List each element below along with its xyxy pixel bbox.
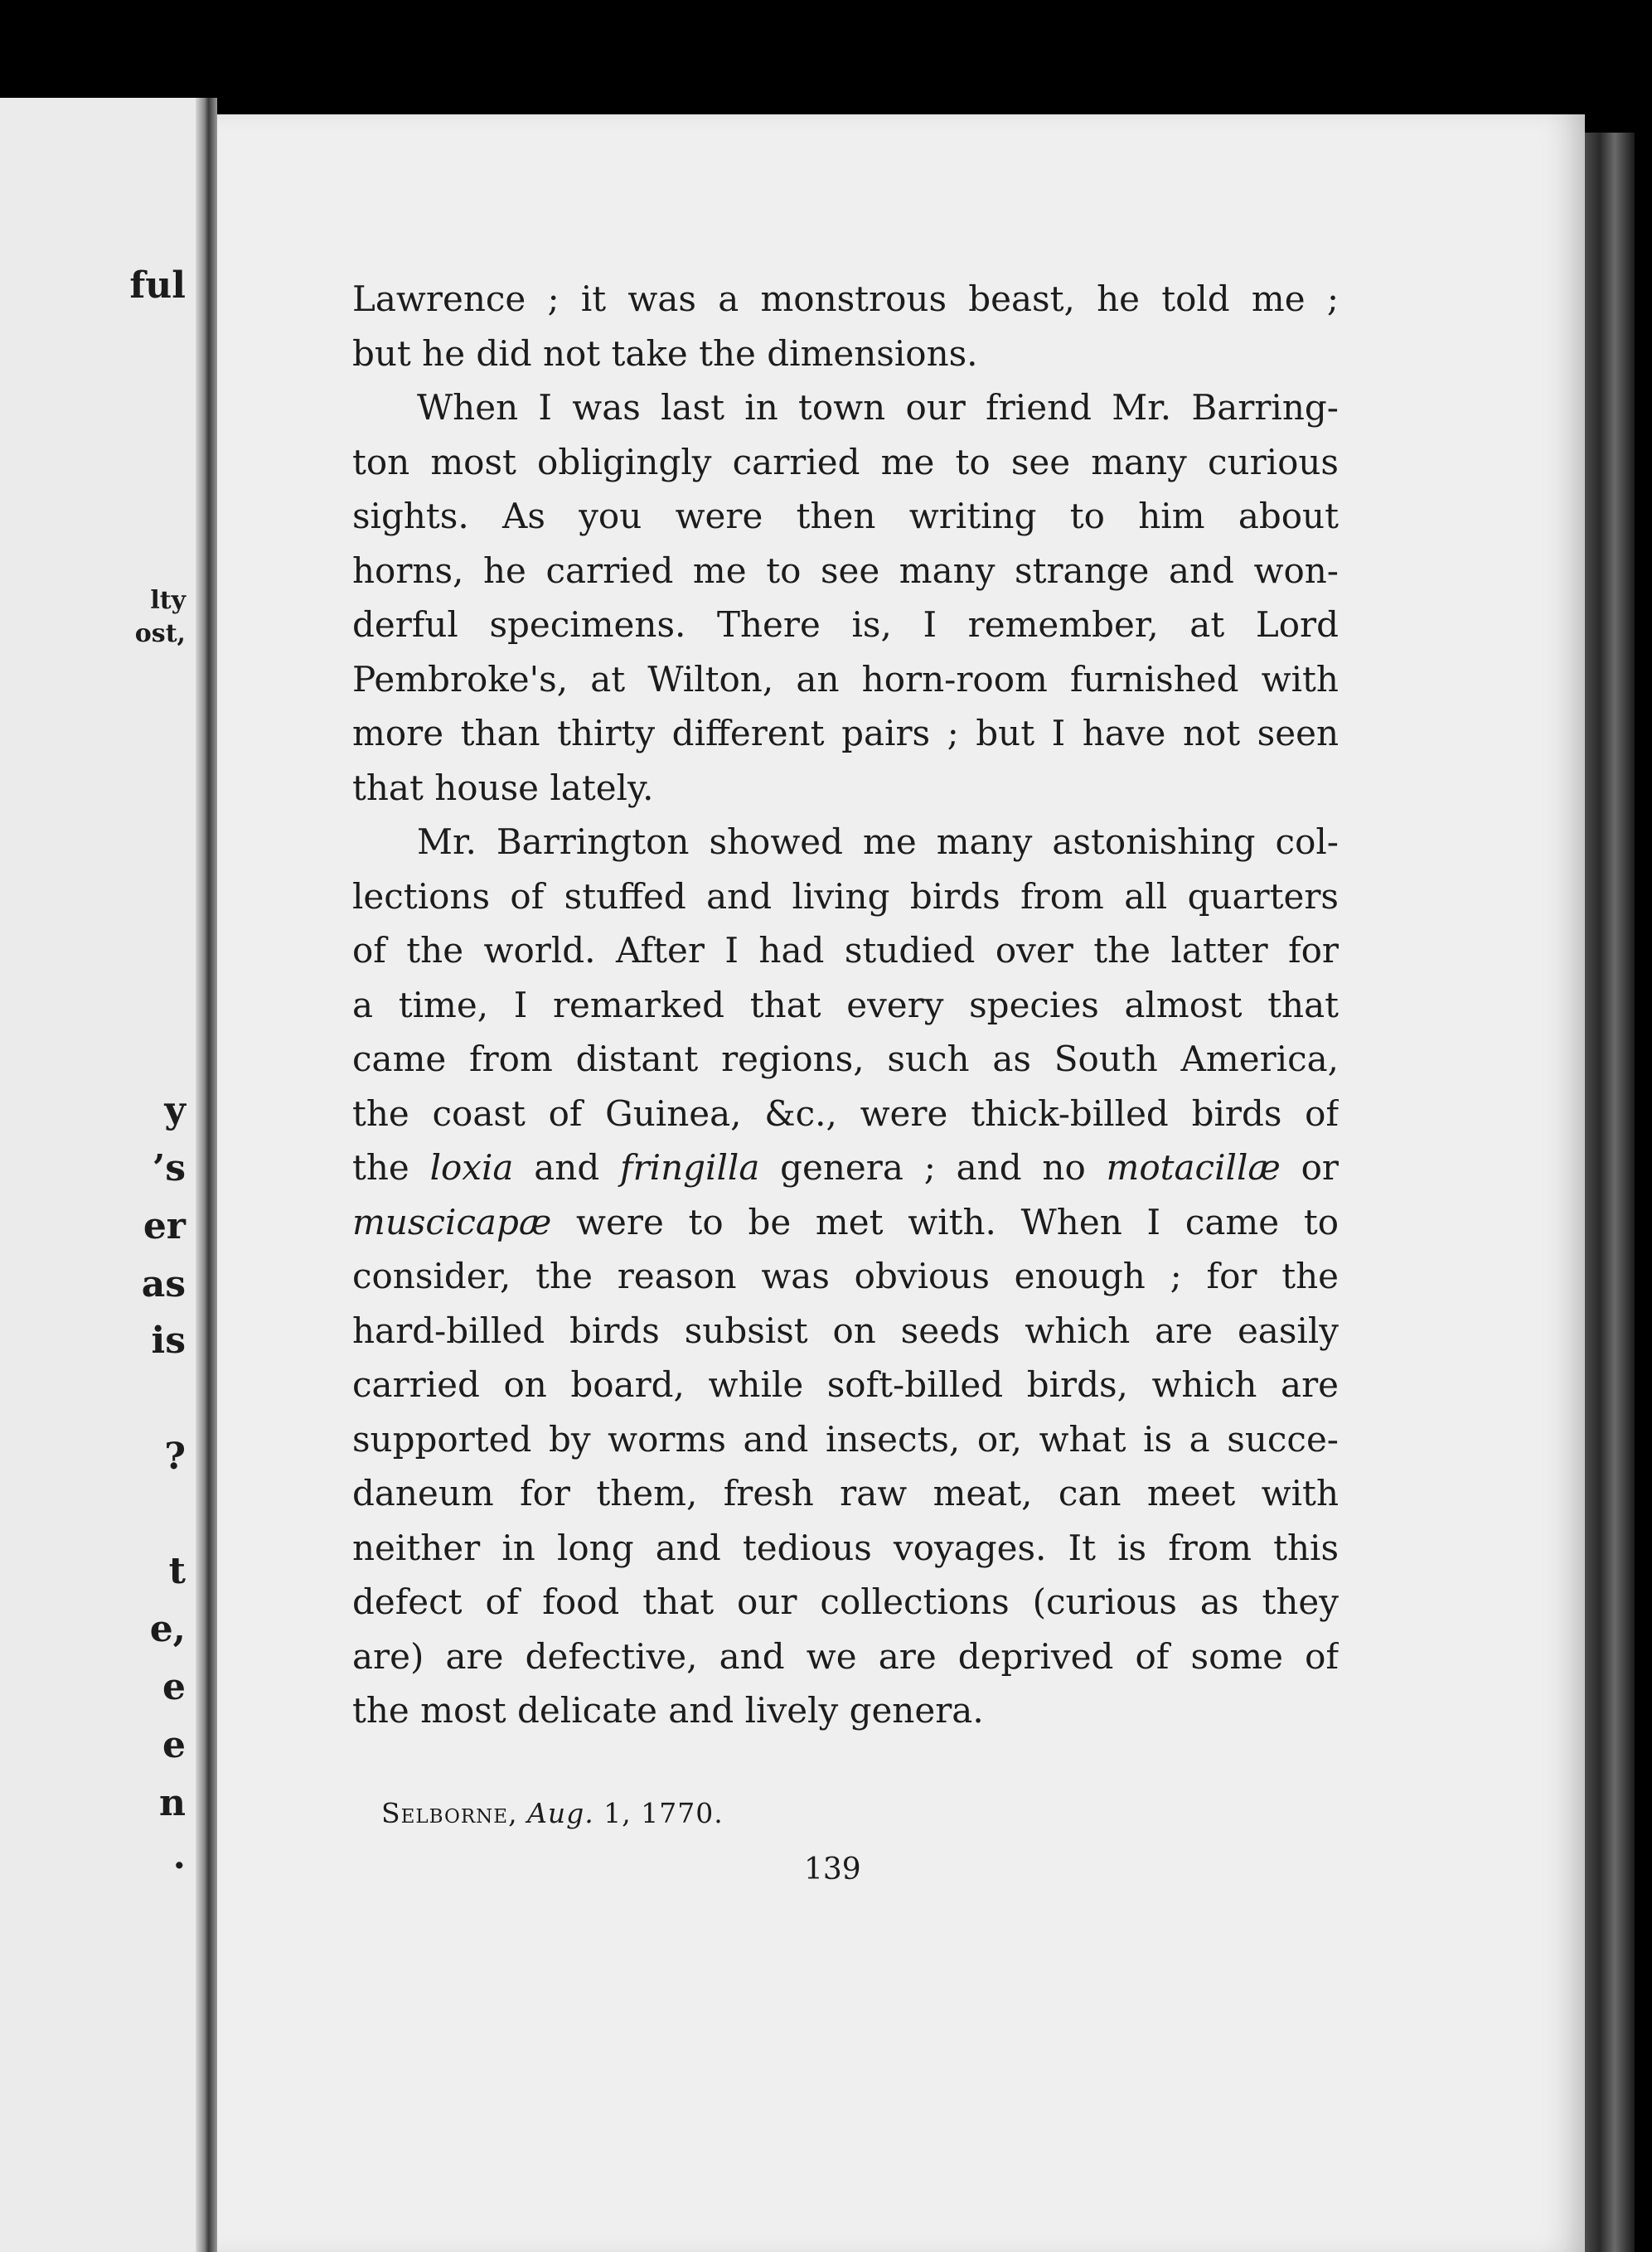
left-fragment: e, <box>149 1608 186 1650</box>
text-line: daneum for them, fresh raw meat, can meet with <box>352 1473 1339 1513</box>
body-text <box>352 272 1339 1738</box>
text-line: but he did not take the dimensions. <box>352 332 978 374</box>
text-line: consider, the reason was obvious enough ; for the <box>352 1256 1339 1296</box>
text-line: are) are defective, and we are deprived of some of <box>352 1635 1339 1677</box>
text-line: the most delicate and lively genera. <box>352 1690 984 1731</box>
left-fragment: ’s <box>152 1147 186 1189</box>
text-line: sights. As you were then writing to him about <box>352 496 1339 536</box>
text-line: Lawrence ; it was a monstrous beast, he told me ; <box>352 278 1339 319</box>
left-fragment: ful <box>129 264 186 307</box>
left-fragment: n <box>159 1782 186 1824</box>
signature-month: Aug. <box>527 1797 594 1829</box>
text-line: supported by worms and insects, or, what is a succe- <box>352 1418 1339 1460</box>
left-fragment: e <box>162 1724 186 1766</box>
left-fragment: . <box>172 1835 186 1877</box>
text-line: Pembroke's, at Wilton, an horn-room furnished with <box>352 658 1339 700</box>
text-line: more than thirty different pairs ; but I have not seen <box>352 713 1339 753</box>
letter-signature <box>381 1797 724 1829</box>
text-line: that house lately. <box>352 767 654 808</box>
page-number: 139 <box>804 1852 861 1886</box>
text-line: defect of food that our collections (curious as they <box>352 1581 1339 1622</box>
book-gutter <box>196 98 217 2252</box>
text-line: muscicapæ were to be met with. When I came to <box>352 1201 1339 1242</box>
left-fragment: ost, <box>134 619 186 648</box>
left-fragment: e <box>162 1666 186 1708</box>
text-line: carried on board, while soft-billed birds, which are <box>352 1364 1339 1405</box>
text-line: of the world. After I had studied over the latter for <box>352 930 1339 971</box>
page-edge <box>1585 133 1635 2252</box>
text-line: derful specimens. There is, I remember, at Lord <box>352 604 1339 645</box>
text-line: ton most obligingly carried me to see many curious <box>352 441 1339 482</box>
text-line: the loxia and fringilla genera ; and no motacillæ or <box>352 1147 1339 1188</box>
signature-place: Selborne, <box>381 1797 518 1829</box>
left-fragment: y <box>164 1089 186 1131</box>
left-fragment: t <box>168 1550 186 1592</box>
left-fragment: is <box>151 1320 186 1362</box>
left-fragment: ? <box>164 1436 186 1478</box>
left-facing-page <box>0 98 196 2252</box>
text-line: hard-billed birds subsist on seeds which are easily <box>352 1310 1339 1351</box>
text-line: Mr. Barrington showed me many astonishing col- <box>417 821 1339 862</box>
left-fragment: er <box>143 1205 186 1247</box>
text-line: When I was last in town our friend Mr. Barring- <box>417 387 1339 428</box>
left-fragment: lty <box>150 586 186 615</box>
signature-date: 1, 1770. <box>603 1797 724 1829</box>
text-line: horns, he carried me to see many strange and won- <box>352 550 1339 591</box>
text-line: came from distant regions, such as South America, <box>352 1039 1339 1079</box>
text-line: the coast of Guinea, &c., were thick-billed birds of <box>352 1092 1339 1134</box>
left-fragment: as <box>141 1263 186 1305</box>
text-line: a time, I remarked that every species almost that <box>352 984 1339 1025</box>
text-line: neither in long and tedious voyages. It is from this <box>352 1527 1339 1568</box>
text-line: lections of stuffed and living birds from all quarters <box>352 875 1339 917</box>
